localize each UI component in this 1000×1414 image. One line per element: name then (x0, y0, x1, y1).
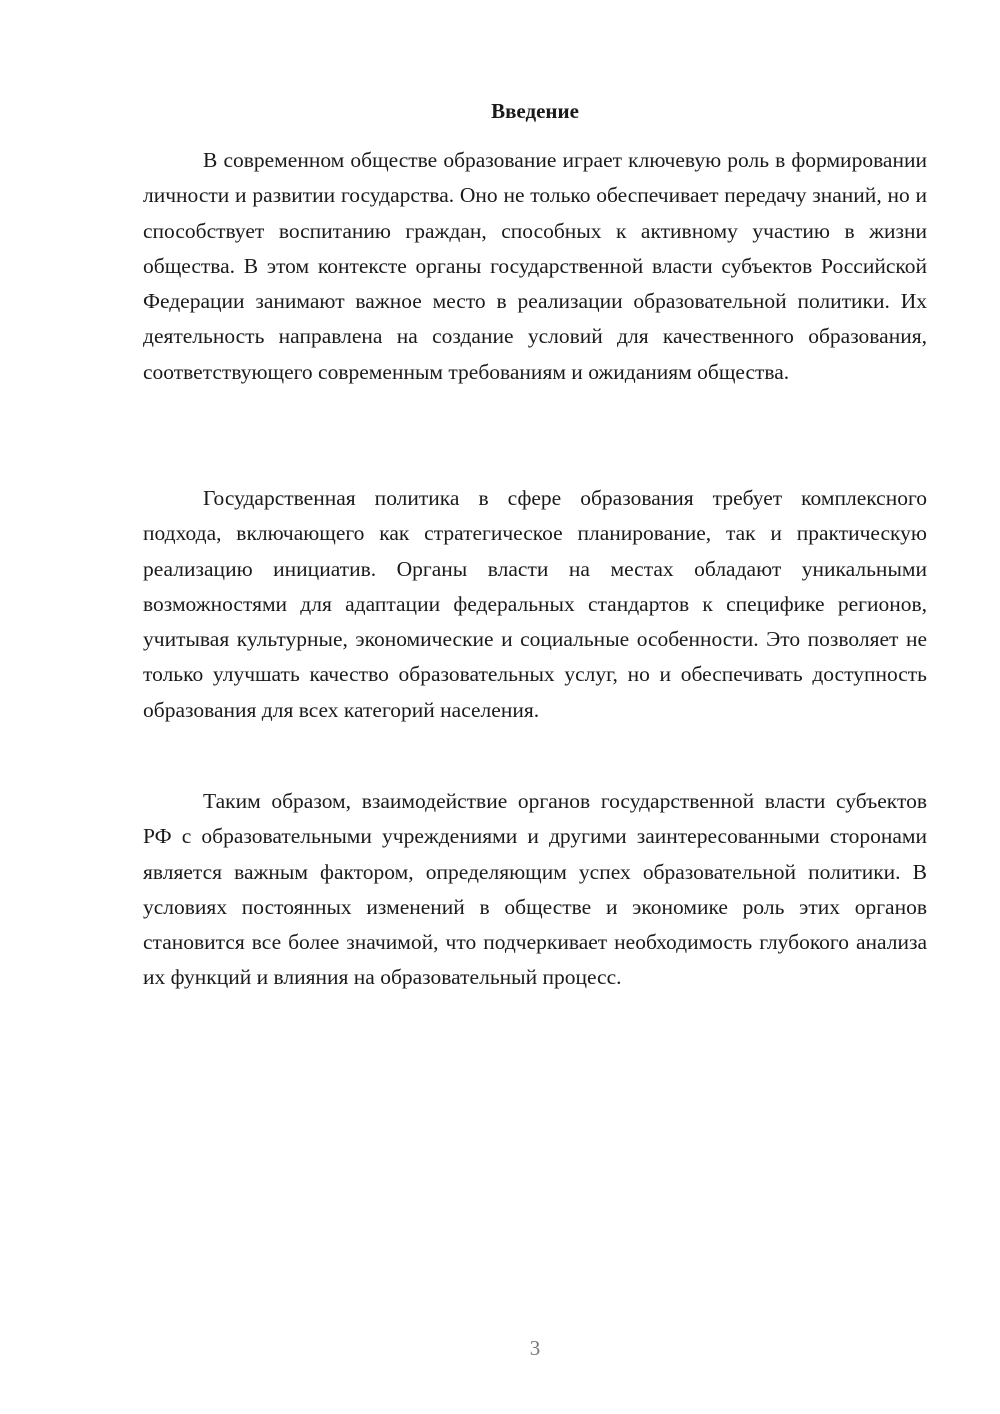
paragraph-1: В современном обществе образование играет ключевую роль в формировании личности и развитии государства. Оно не только обеспечивает передачу знаний, но и способствует воспитанию граждан, способных к активному участию в жизни общества. В этом контексте органы государственной власти субъектов Российской Федерации занимают важное место в реализации образовательной политики. Их деятельность направлена на создание условий для качественного образования, соответствующего современным требованиям и ожиданиям общества. (143, 148, 927, 384)
paragraph-3: Таким образом, взаимодействие органов государственной власти субъектов РФ с образовательными учреждениями и другими заинтересованными сторонами является важным фактором, определяющим успех образовательной политики. В условиях постоянных изменений в обществе и экономике роль этих органов становится все более значимой, что подчеркивает необходимость глубокого анализа их функций и влияния на образовательный процесс. (143, 789, 927, 990)
page-number: 3 (529, 1336, 541, 1360)
paragraph-2: Государственная политика в сфере образования требует комплексного подхода, включающего как стратегическое планирование, так и практическую реализацию инициатив. Органы власти на местах обладают уникальными возможностями для адаптации федеральных стандартов к специфике регионов, учитывая культурные, экономические и социальные особенности. Это позволяет не только улучшать качество образовательных услуг, но и обеспечивать доступность образования для всех категорий населения. (143, 486, 927, 722)
page-title: Введение (491, 99, 579, 123)
